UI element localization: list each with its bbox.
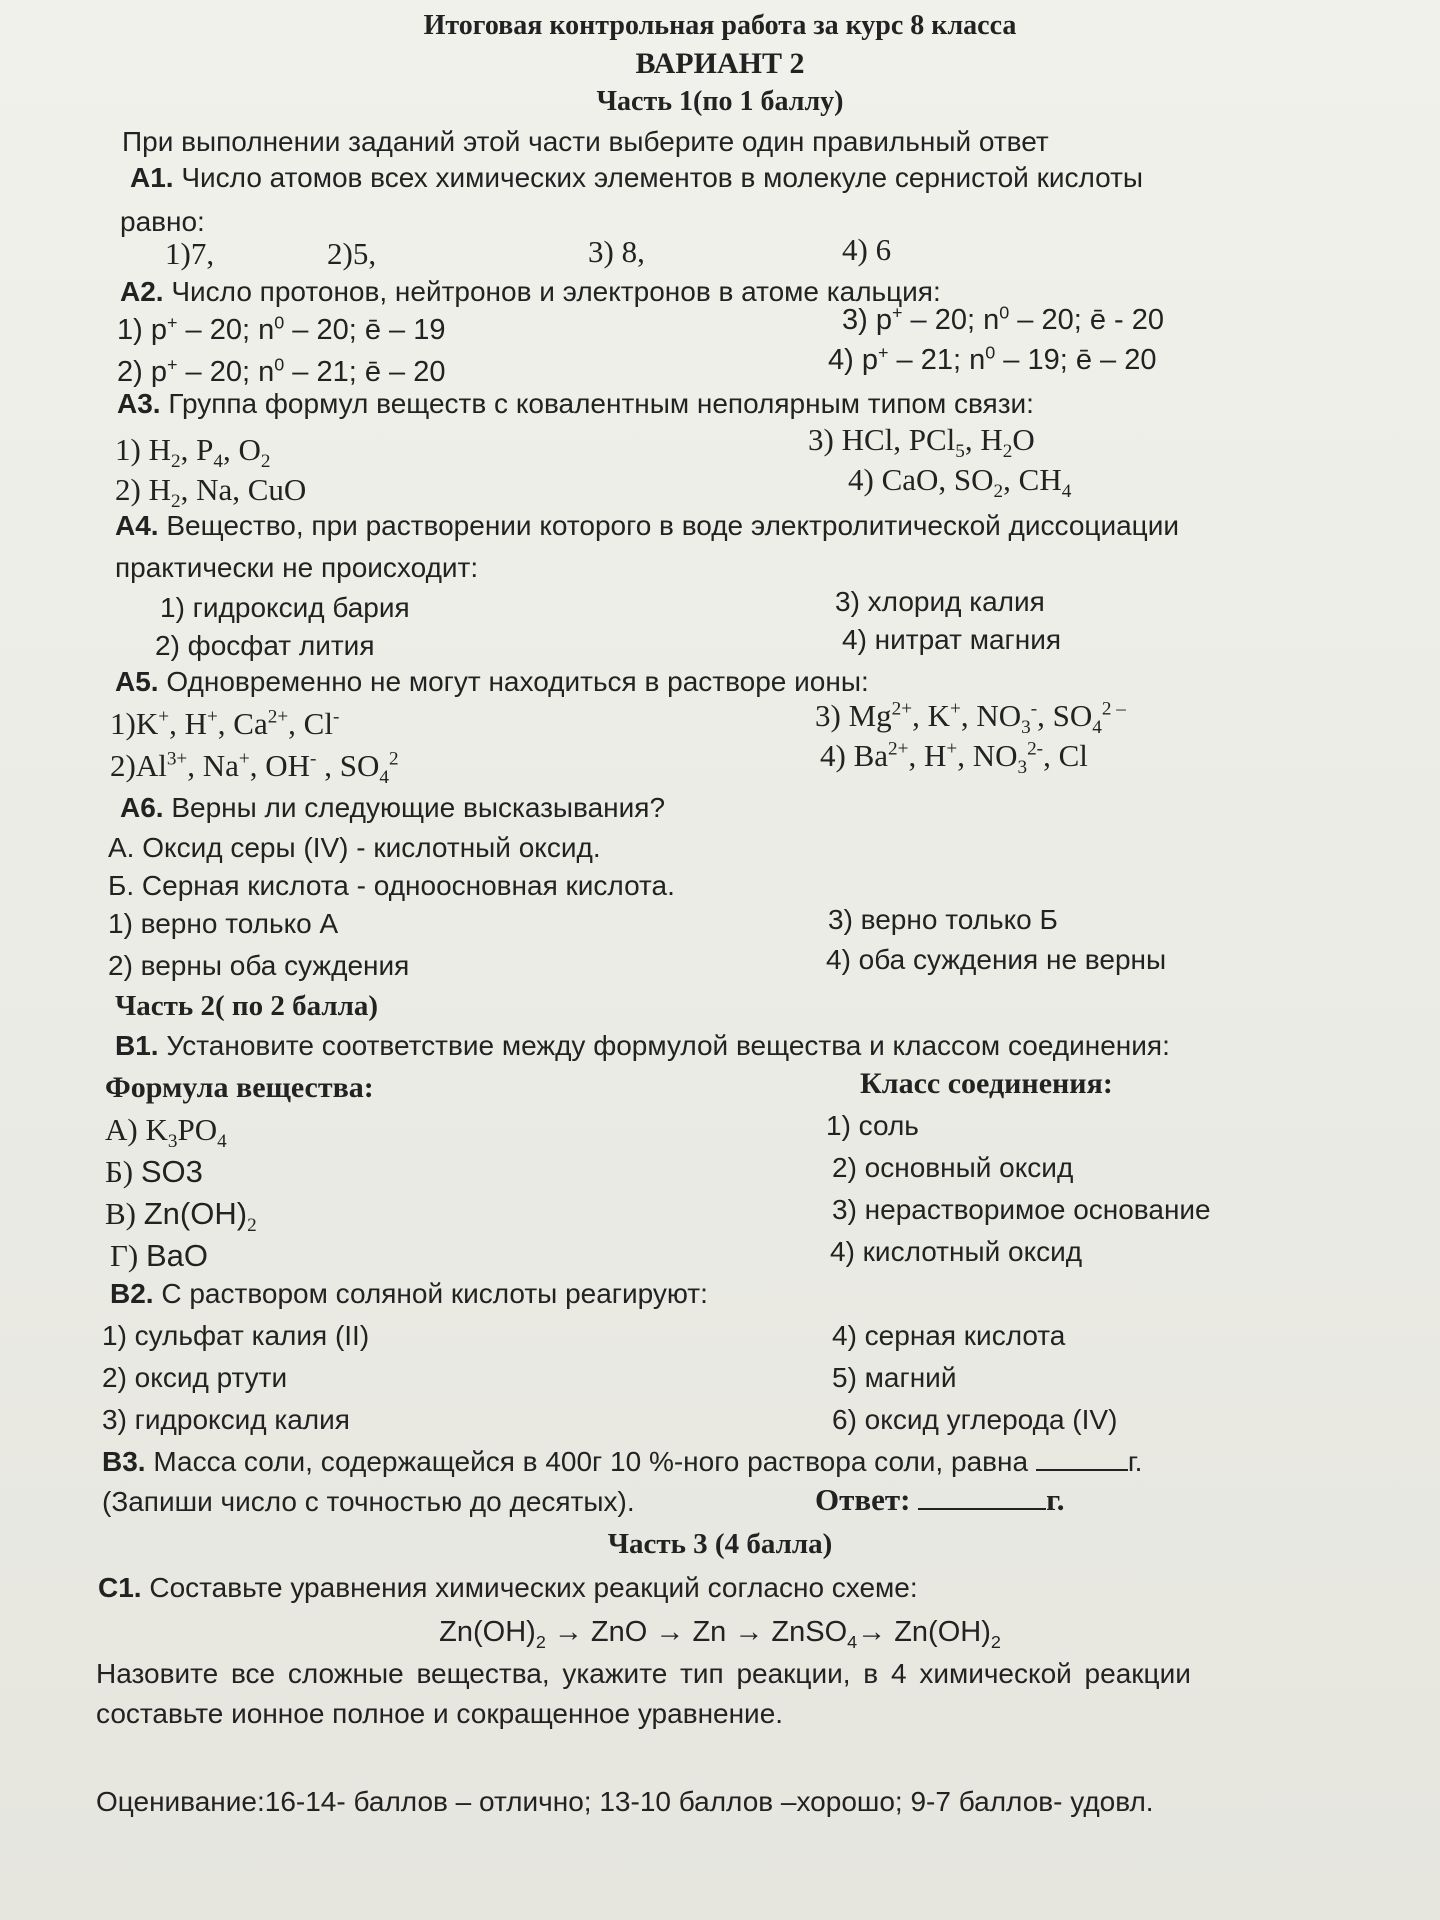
class-item: 3) нерастворимое основание [832, 1194, 1211, 1225]
question-text: Составьте уравнения химических реакций согласно схеме: [149, 1572, 918, 1603]
question-label: А2. [120, 276, 164, 307]
statement-a: А. Оксид серы (IV) - кислотный оксид. [108, 832, 601, 863]
option: 1)7, [165, 236, 215, 271]
option: 3) p+ – 20; $n^0 - 20$; ē - 20 [842, 302, 1165, 336]
formula-item: А) $K_3PO_4$ [105, 1112, 227, 1153]
option: 4) CaO, $SO_2$, $CH_4$ [848, 462, 1072, 503]
option: 4) 6 [842, 232, 892, 267]
c1-task: Назовите все сложные вещества, укажите тип реакции, в 4 химической реакции [96, 1658, 1191, 1689]
class-item: 4) кислотный оксид [830, 1236, 1083, 1267]
formula-item: В) $Zn(OH)_2$ [105, 1196, 257, 1237]
question-c1 [98, 1570, 918, 1606]
reagent-item: 3) гидроксид калия [102, 1404, 350, 1435]
part2-heading: Часть 2( по 2 балла) [115, 990, 379, 1022]
question-text: Масса соли, содержащейся в 400г 10 %-ного раствора соли, равна [153, 1446, 1029, 1477]
grading-criteria: Оценивание:16-14- баллов – отлично; 13-10 баллов –хорошо; 9-7 баллов- удовл. [96, 1786, 1154, 1817]
question-text: Вещество, при растворении которого в воде электролитической диссоциации [166, 510, 1179, 541]
option: $2)Al^{3+}$, Na+, OH- , $SO_4^2$ [110, 748, 399, 789]
question-text: Число протонов, нейтронов и электронов в атоме кальция: [171, 276, 941, 307]
question-label: А3. [117, 388, 161, 419]
option: 3) верно только Б [828, 904, 1058, 935]
b3-note: (Запиши число с точностью до десятых). [102, 1486, 635, 1517]
question-a5 [115, 664, 869, 700]
question-text: Одновременно не могут находиться в растворе ионы: [166, 666, 869, 697]
option: 1) p+ – 20; $n^0 - 20$; ē – 19 [117, 312, 446, 346]
formula-item: Б) SO3 [105, 1154, 203, 1189]
question-a1 [130, 160, 1143, 196]
column-heading-formula: Формула вещества: [105, 1071, 374, 1104]
question-label: В1. [115, 1030, 159, 1061]
question-text: Установите соответствие между формулой вещества и классом соединения: [166, 1030, 1170, 1061]
question-label: А6. [120, 792, 164, 823]
question-label: А5. [115, 666, 159, 697]
question-text: С раствором соляной кислоты реагируют: [161, 1278, 708, 1309]
option: 2) p+ – 20; $n^0 - 21$; ē – 20 [117, 354, 446, 388]
statement-b: Б. Серная кислота - одноосновная кислота. [108, 870, 675, 901]
question-label: А4. [115, 510, 159, 541]
option: 1) $H_2$, $P_4$, $O_2$ [115, 432, 271, 473]
formula-item: Г) BaO [110, 1238, 209, 1273]
option: 1)K+, H+, $Ca^{2+}$, Cl- [110, 706, 340, 741]
reaction-scheme: $Zn(OH)_2$ → ZnO → Zn → ZnSO$_4$→ $Zn(OH)_2$ [439, 1616, 1001, 1652]
question-text: Группа формул веществ с ковалентным неполярным типом связи: [168, 388, 1034, 419]
reagent-item: 1) сульфат калия (II) [102, 1320, 370, 1351]
part1-heading: Часть 1(по 1 баллу) [596, 86, 844, 117]
option: 2) $H_2$, Na, CuO [115, 472, 307, 513]
variant-heading: ВАРИАНТ 2 [635, 47, 805, 80]
unit-label: г. [1127, 1446, 1143, 1477]
option: 3) HCl, PCl$_5$, $H_2O$ [808, 422, 1035, 463]
part1-instruction: При выполнении заданий этой части выберите один правильный ответ [122, 126, 1049, 157]
question-label: С1. [98, 1572, 142, 1603]
question-b2 [110, 1276, 708, 1312]
option: 4) $Ba^{2+}$, H+, $NO_3^{2-}$, Cl [820, 738, 1088, 779]
c1-task-cont: составьте ионное полное и сокращенное уравнение. [96, 1698, 784, 1729]
question-a2 [120, 274, 941, 310]
answer-blank [1036, 1469, 1128, 1471]
question-a1-cont: равно: [120, 206, 205, 237]
column-heading-class: Класс соединения: [860, 1067, 1113, 1100]
option: 3) хлорид калия [835, 586, 1045, 617]
option: 3) $Mg^{2+}$, K+, $NO_3^-$, $SO_4^{2 -}$ [815, 698, 1126, 739]
option: 3) 8, [588, 234, 645, 269]
question-a4 [115, 508, 1179, 544]
class-item: 1) соль [826, 1110, 919, 1141]
question-a6 [120, 790, 665, 826]
option: 1) верно только А [108, 908, 339, 939]
question-a3 [117, 386, 1034, 422]
worksheet-title: Итоговая контрольная работа за курс 8 класса [423, 10, 1017, 41]
option: 4) нитрат магния [842, 624, 1062, 655]
question-b3 [102, 1444, 1142, 1480]
reagent-item: 2) оксид ртути [102, 1362, 288, 1393]
class-item: 2) основный оксид [832, 1152, 1074, 1183]
option: 1) гидроксид бария [160, 592, 410, 623]
option: 4) p+ – 21; $n^0 - 19$; ē – 20 [828, 342, 1157, 376]
option: 2) верны оба суждения [108, 950, 410, 981]
question-label: В2. [110, 1278, 154, 1309]
reagent-item: 4) серная кислота [832, 1320, 1066, 1351]
answer-line [815, 1482, 1065, 1518]
answer-label: Ответ: [815, 1482, 911, 1517]
part3-heading: Часть 3 (4 балла) [607, 1528, 833, 1560]
question-text: Число атомов всех химических элементов в молекуле сернистой кислоты [181, 162, 1144, 193]
question-b1 [115, 1028, 1170, 1064]
option: 2) фосфат лития [155, 630, 375, 661]
question-text: Верны ли следующие высказывания? [171, 792, 666, 823]
question-label: В3. [102, 1446, 146, 1477]
option: 4) оба суждения не верны [826, 944, 1167, 975]
reagent-item: 5) магний [832, 1362, 957, 1393]
reagent-item: 6) оксид углерода (IV) [832, 1404, 1118, 1435]
question-a4-cont: практически не происходит: [115, 552, 479, 583]
answer-unit: г. [1046, 1482, 1065, 1517]
option: 2)5, [327, 236, 377, 271]
question-label: А1. [130, 162, 174, 193]
answer-blank [918, 1508, 1046, 1510]
